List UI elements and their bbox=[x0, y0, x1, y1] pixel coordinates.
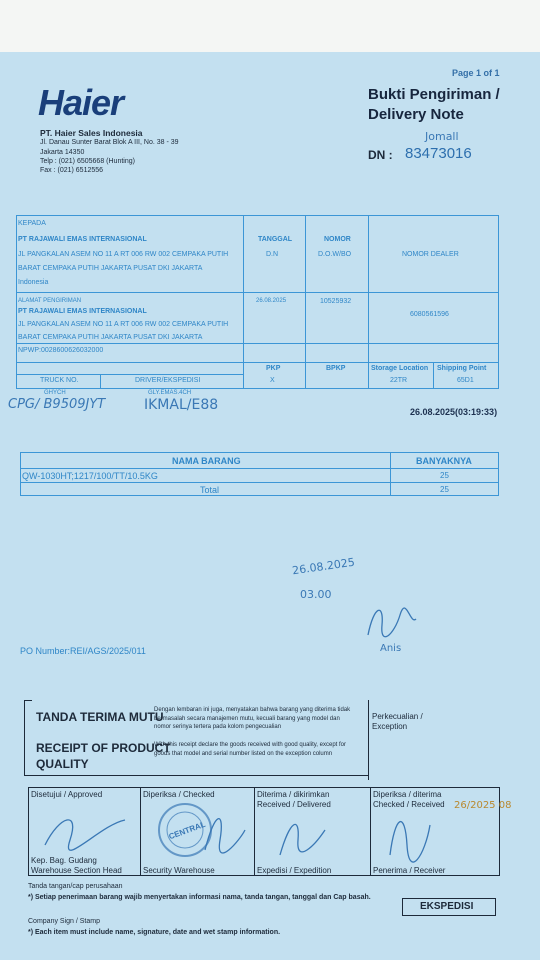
item-name: QW-1030HT;1217/100/TT/10.5KG bbox=[22, 471, 158, 481]
expedition-signature bbox=[270, 810, 330, 860]
sig-checked-label: Diperiksa / Checked bbox=[143, 790, 215, 799]
nomor-value: D.O.W/BO bbox=[318, 251, 352, 258]
receiver-box-signature bbox=[385, 805, 465, 865]
npwp: NPWP:0028600626032000 bbox=[18, 347, 104, 354]
ekspedisi-label: EKSPEDISI bbox=[420, 901, 474, 912]
company-address-1: Jl. Danau Sunter Barat Blok A III, No. 38 - 39 bbox=[40, 139, 179, 146]
col-banyaknya: BANYAKNYA bbox=[416, 456, 472, 466]
sig-received-label-1: Diterima / dikirimkan bbox=[257, 790, 330, 799]
company-phone: Telp : (021) 6505668 (Hunting) bbox=[40, 158, 135, 165]
sig-foot-1a: Kep. Bag. Gudang bbox=[31, 856, 97, 865]
sig-received-label-2: Received / Delivered bbox=[257, 800, 331, 809]
footer-line-4: *) Each item must include name, signature, date and wet stamp information. bbox=[28, 929, 281, 936]
sig-approved-label: Disetujui / Approved bbox=[31, 790, 103, 799]
print-timestamp: 26.08.2025(03:19:33) bbox=[410, 407, 498, 417]
kepada-address-2: BARAT CEMPAKA PUTIH JAKARTA PUSAT DKI JAKARTA bbox=[18, 265, 203, 272]
item-qty: 25 bbox=[440, 471, 449, 480]
hand-date: 26.08.2025 bbox=[291, 555, 356, 578]
hand-time: 03.00 bbox=[300, 588, 332, 601]
bpkp-label: BPKP bbox=[326, 365, 346, 372]
company-stamp: CENTRAL bbox=[167, 819, 207, 842]
alamat-name: PT RAJAWALI EMAS INTERNASIONAL bbox=[18, 308, 147, 315]
sig-foot-3: Expedisi / Expedition bbox=[257, 866, 332, 875]
truck-value: GHYCH bbox=[44, 390, 66, 396]
alamat-address-1: JL PANGKALAN ASEM NO 11 A RT 006 RW 002 CEMPAKA PUTIH bbox=[18, 321, 229, 328]
exception-label-2: Exception bbox=[372, 722, 408, 731]
storage-value: 22TR bbox=[390, 377, 408, 384]
dn-label: DN : bbox=[368, 148, 393, 162]
kepada-address-1: JL PANGKALAN ASEM NO 11 A RT 006 RW 002 CEMPAKA PUTIH bbox=[18, 251, 229, 258]
col-nama-barang: NAMA BARANG bbox=[172, 456, 241, 466]
pkp-value: X bbox=[270, 377, 275, 384]
exception-label-1: Perkecualian / bbox=[372, 712, 423, 721]
dealer-label: NOMOR DEALER bbox=[402, 251, 459, 258]
doc-title-id: Bukti Pengiriman / bbox=[368, 86, 500, 103]
company-name: PT. Haier Sales Indonesia bbox=[40, 128, 143, 138]
receipt-title-en-1: RECEIPT OF PRODUCT bbox=[36, 741, 171, 755]
sig-checked-received-2: Checked / Received bbox=[373, 800, 445, 809]
hand-truck-number: CPG/ B9509JYT bbox=[8, 397, 106, 412]
alamat-label: ALAMAT PENGIRIMAN bbox=[18, 298, 82, 304]
driver-label: DRIVER/EKSPEDISI bbox=[135, 377, 201, 384]
dealer-value: 6080561596 bbox=[410, 311, 449, 318]
kepada-name: PT RAJAWALI EMAS INTERNASIONAL bbox=[18, 236, 147, 243]
shipping-value: 65D1 bbox=[457, 377, 474, 384]
hand-sign-name: Anis bbox=[380, 643, 402, 654]
shipping-label: Shipping Point bbox=[437, 365, 487, 372]
kepada-country: Indonesia bbox=[18, 279, 49, 286]
nomor-label: NOMOR bbox=[324, 236, 351, 243]
receipt-text-id: Dengan lembaran ini juga, menyatakan bahwa barang yang diterima tidak bermasalah secara manajemen mutu, kecuali barang yang model dan nomor serinya tertera pada kolom pengecualian bbox=[154, 707, 351, 730]
kepada-label: KEPADA bbox=[18, 220, 46, 227]
alamat-address-2: BARAT CEMPAKA PUTIH JAKARTA PUSAT DKI JAKARTA bbox=[18, 334, 203, 341]
footer-line-2: *) Setiap penerimaan barang wajib menyertakan informasi nama, tanda tangan, tanggal dan Cap basah. bbox=[28, 894, 371, 901]
doc-title-en: Delivery Note bbox=[368, 106, 464, 123]
alamat-nomor: 10525932 bbox=[320, 298, 352, 305]
total-value: 25 bbox=[440, 485, 449, 494]
sig-foot-4: Penerima / Receiver bbox=[373, 866, 446, 875]
company-address-2: Jakarta 14350 bbox=[40, 149, 85, 156]
sig-foot-2: Security Warehouse bbox=[143, 866, 215, 875]
receipt-text-en: With this receipt declare the goods received with good quality, except for goods that model and serial number listed on the exception column bbox=[154, 742, 346, 757]
hand-driver-name: IKMAL/E88 bbox=[144, 397, 219, 413]
company-fax: Fax : (021) 6512556 bbox=[40, 167, 104, 174]
total-label: Total bbox=[200, 485, 220, 495]
dn-number: 83473016 bbox=[405, 145, 472, 162]
dn-handwritten-note: Jomall bbox=[425, 130, 459, 143]
sig-checked-received-1: Diperiksa / diterima bbox=[373, 790, 442, 799]
footer-line-1: Tanda tangan/cap perusahaan bbox=[28, 883, 123, 890]
truck-label: TRUCK NO. bbox=[40, 377, 79, 384]
pkp-label: PKP bbox=[266, 365, 281, 372]
haier-logo: Haier bbox=[38, 82, 124, 123]
po-number: PO Number:REI/AGS/2025/011 bbox=[20, 646, 146, 656]
receiver-hand-date: 26/2025 08 bbox=[454, 800, 512, 811]
storage-label: Storage Location bbox=[371, 365, 429, 372]
tanggal-value: D.N bbox=[266, 251, 279, 258]
receipt-title-id: TANDA TERIMA MUTU bbox=[36, 710, 164, 724]
receipt-title-en-2: QUALITY bbox=[36, 757, 89, 771]
approved-signature bbox=[40, 805, 130, 855]
page-number: Page 1 of 1 bbox=[452, 68, 500, 78]
tanggal-label: TANGGAL bbox=[258, 236, 293, 243]
footer-line-3: Company Sign / Stamp bbox=[28, 918, 100, 925]
driver-value: GLY.EMAS.4CH bbox=[148, 390, 192, 396]
alamat-date: 26.08.2025 bbox=[256, 298, 287, 304]
sig-foot-1b: Warehouse Section Head bbox=[31, 866, 122, 875]
